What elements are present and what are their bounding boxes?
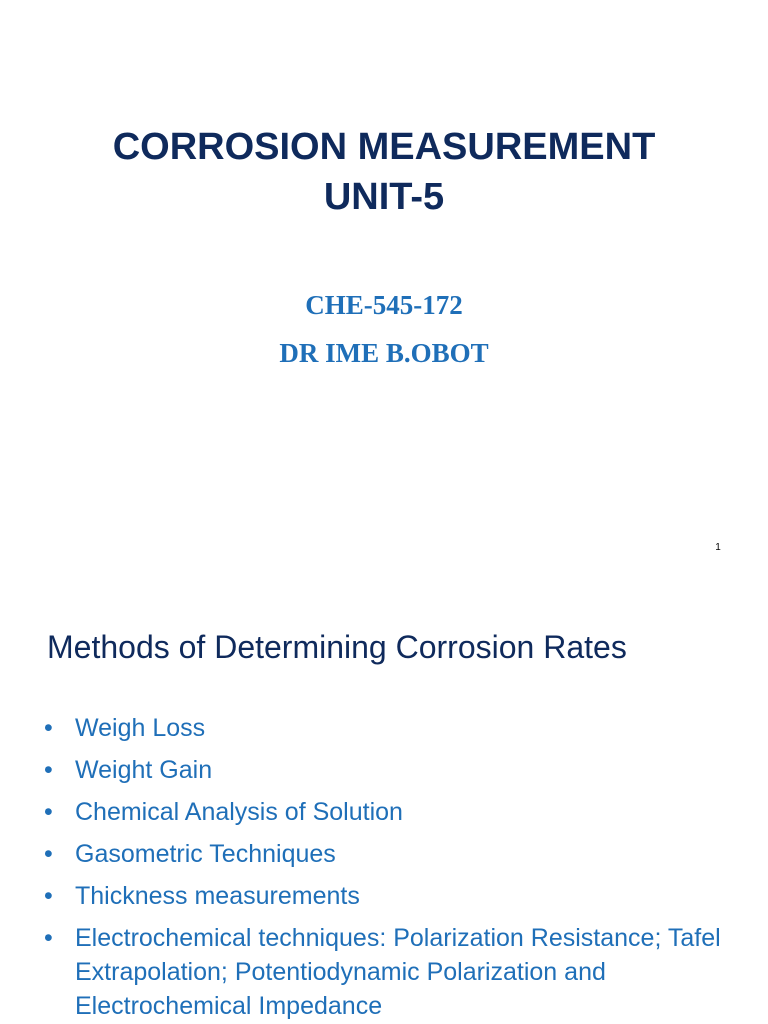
bullet-list [44, 711, 754, 1024]
bullet-text: Electrochemical techniques: Polarization Resistance; Tafel Extrapolation; Potentiodynamic Polarization and Electrochemical Impedance [75, 924, 721, 1020]
bullet-text: Gasometric Techniques [75, 840, 336, 868]
bullet-item [44, 753, 754, 787]
bullet-icon: • [44, 840, 53, 868]
slide-number: 1 [715, 542, 721, 553]
bullet-text: Weight Gain [75, 756, 213, 784]
bullet-text: Weigh Loss [75, 714, 206, 742]
slide-2[interactable] [0, 576, 768, 1024]
bullet-icon: • [44, 756, 53, 784]
bullet-icon: • [44, 798, 53, 826]
bullet-item [44, 711, 754, 745]
bullet-item [44, 879, 754, 913]
slide-title [0, 122, 768, 222]
course-code: CHE-545-172 [305, 290, 463, 320]
slide-title: Methods of Determining Corrosion Rates [47, 629, 627, 665]
bullet-item [44, 921, 754, 1023]
bullet-icon: • [44, 882, 53, 910]
slide-title-line-2: UNIT-5 [323, 176, 445, 218]
bullet-item [44, 795, 754, 829]
bullet-text: Thickness measurements [75, 882, 360, 910]
slide-subtitle [0, 281, 768, 377]
author-name: DR IME B.OBOT [279, 338, 489, 368]
bullet-icon: • [44, 714, 53, 742]
slide-title-line-1: CORROSION MEASUREMENT [112, 126, 656, 168]
bullet-text: Chemical Analysis of Solution [75, 798, 403, 826]
bullet-icon: • [44, 924, 53, 952]
bullet-item [44, 837, 754, 871]
